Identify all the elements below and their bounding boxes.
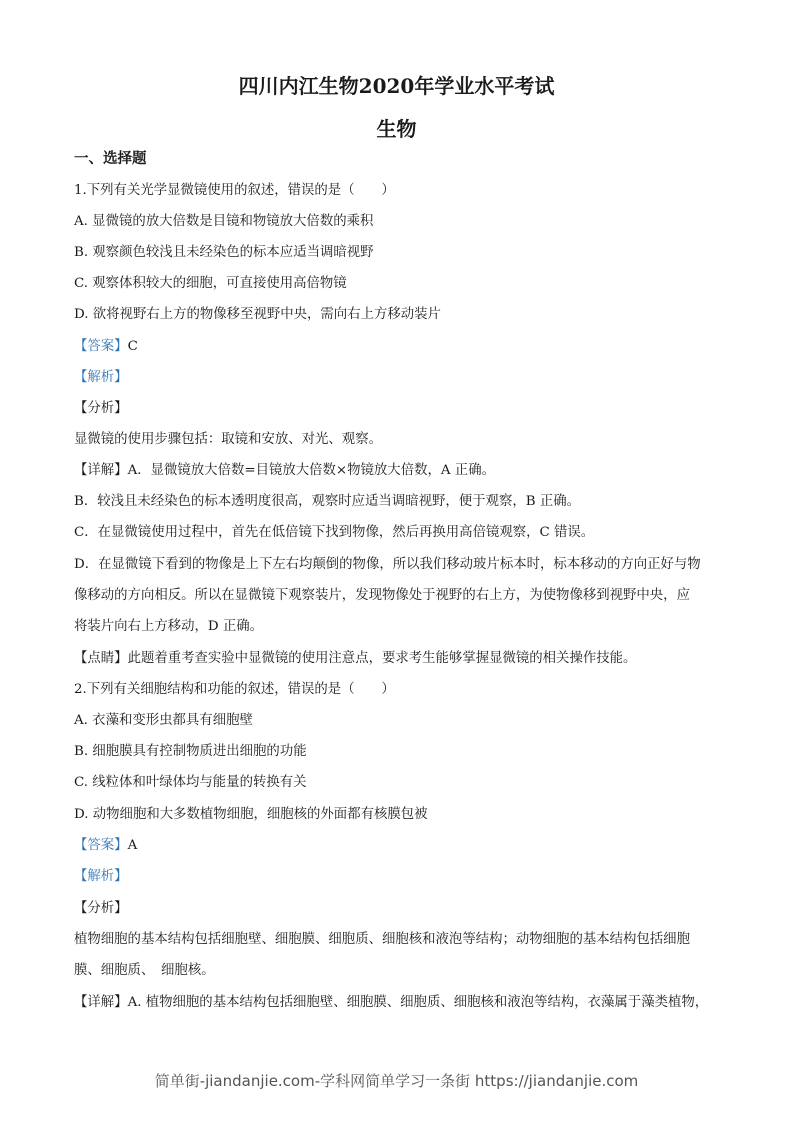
detail-text: A．显微镜放大倍数=目镜放大倍数×物镜放大倍数，A 正确。 bbox=[127, 463, 495, 478]
question-1-analysis-tag: 【解析】 bbox=[74, 370, 128, 385]
answer-tag: 【答案】 bbox=[74, 838, 128, 853]
question-2-analysis-tag: 【解析】 bbox=[74, 869, 128, 884]
detail-text: A. 植物细胞的基本结构包括细胞壁、细胞膜、细胞质、细胞核和液泡等结构，衣藻属于藻类植物， bbox=[127, 995, 709, 1010]
question-1-option-b: B. 观察颜色较浅且未经染色的标本应适当调暗视野 bbox=[74, 245, 374, 260]
question-2-fenxi-line-1: 植物细胞的基本结构包括细胞壁、细胞膜、细胞质、细胞核和液泡等结构；动物细胞的基本结构包括细胞 bbox=[74, 932, 690, 947]
question-1-fenxi-tag: 【分析】 bbox=[74, 401, 128, 416]
detail-tag: 【详解】 bbox=[74, 995, 128, 1010]
question-1-stem: 1.下列有关光学显微镜使用的叙述，错误的是（ ） bbox=[74, 183, 395, 198]
question-2-stem: 2.下列有关细胞结构和功能的叙述，错误的是（ ） bbox=[74, 682, 395, 697]
dianjing-text: 此题着重考查实验中显微镜的使用注意点，要求考生能够掌握显微镜的相关操作技能。 bbox=[127, 651, 637, 666]
question-2-option-d: D. 动物细胞和大多数植物细胞，细胞核的外面都有核膜包被 bbox=[74, 807, 428, 822]
question-1-option-a: A. 显微镜的放大倍数是目镜和物镜放大倍数的乘积 bbox=[74, 214, 374, 229]
question-1-detail-d-line-3: 将装片向右上方移动，D 正确。 bbox=[74, 619, 264, 634]
question-2-option-b: B. 细胞膜具有控制物质进出细胞的功能 bbox=[74, 744, 307, 759]
answer-value: A bbox=[127, 838, 138, 853]
section-heading: 一、选择题 bbox=[74, 150, 147, 167]
answer-value: C bbox=[127, 339, 138, 354]
question-1-detail-d-line-2: 像移动的方向相反。所以在显微镜下观察装片，发现物像处于视野的右上方，为使物像移到视野中央，应 bbox=[74, 588, 690, 603]
question-1-detail-d-line-1: D．在显微镜下看到的物像是上下左右均颠倒的物像，所以我们移动玻片标本时，标本移动的方向正好与物 bbox=[74, 557, 701, 572]
document-title: 四川内江生物2020年学业水平考试 bbox=[238, 74, 555, 98]
question-2-option-c: C. 线粒体和叶绿体均与能量的转换有关 bbox=[74, 775, 307, 790]
question-1-detail-c: C．在显微镜使用过程中，首先在低倍镜下找到物像，然后再换用高倍镜观察，C 错误。 bbox=[74, 525, 595, 540]
question-1-option-d: D. 欲将视野右上方的物像移至视野中央，需向右上方移动装片 bbox=[74, 307, 441, 322]
page-footer: 简单街-jiandanjie.com-学科网简单学习一条街 https://jiandanjie.com bbox=[154, 1072, 639, 1090]
question-1-answer bbox=[74, 338, 138, 356]
question-1-option-c: C. 观察体积较大的细胞，可直接使用高倍物镜 bbox=[74, 276, 347, 291]
document-subtitle: 生物 bbox=[376, 117, 417, 141]
question-2-fenxi-line-2: 膜、细胞质、 细胞核。 bbox=[74, 963, 215, 978]
question-1-detail-a bbox=[74, 462, 495, 480]
detail-tag: 【详解】 bbox=[74, 463, 128, 478]
question-2-detail-a bbox=[74, 994, 708, 1012]
answer-tag: 【答案】 bbox=[74, 339, 128, 354]
question-2-answer bbox=[74, 837, 137, 855]
question-1-dianjing bbox=[74, 650, 636, 668]
question-2-fenxi-tag: 【分析】 bbox=[74, 901, 128, 916]
question-2-option-a: A. 衣藻和变形虫都具有细胞壁 bbox=[74, 713, 253, 728]
dianjing-tag: 【点睛】 bbox=[74, 651, 128, 666]
question-1-detail-b: B．较浅且未经染色的标本透明度很高，观察时应适当调暗视野，便于观察，B 正确。 bbox=[74, 494, 580, 509]
question-1-fenxi: 显微镜的使用步骤包括：取镜和安放、对光、观察。 bbox=[74, 432, 382, 447]
